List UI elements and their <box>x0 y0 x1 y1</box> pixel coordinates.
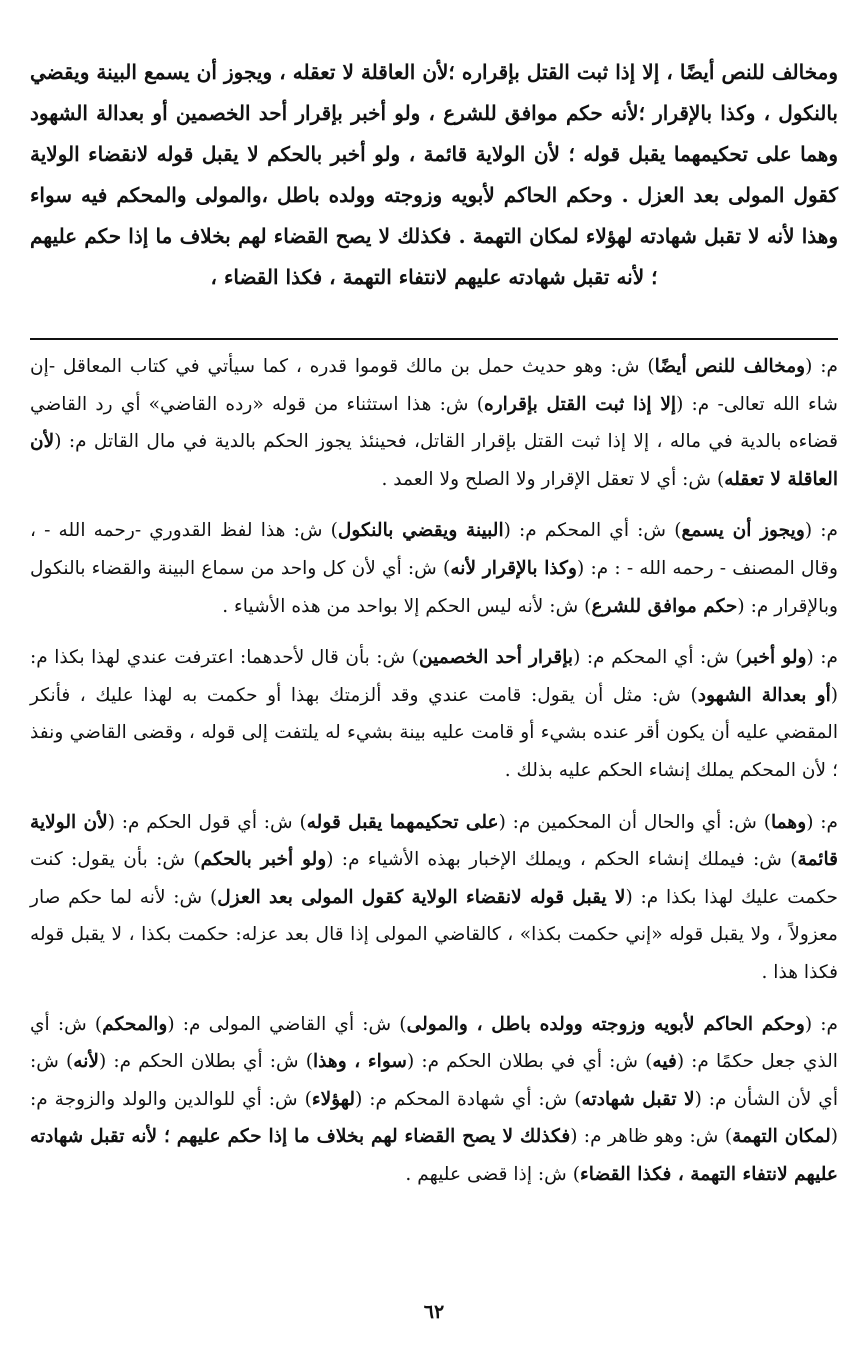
footnote-divider <box>30 338 838 340</box>
commentary <box>30 348 838 1193</box>
commentary-paragraph: م: (وهما) ش: أي والحال أن المحكمين م: (على تحكيمهما يقبل قوله) ش: أي قول الحكم م: (لأن الولاية قائمة) ش: فيملك إنشاء الحكم ، ويملك الإخبار بهذه الأشياء م: (ولو أخبر بالحكم) ش: بأن يقول: كنت حكمت عليك لهذا بكذا م: (لا يقبل قوله لانقضاء الولاية كقول المولى بعد العزل) ش: لأنه لما حكم صار معزولاً ، ولا يقبل قوله «إني حكمت بكذا» ، كالقاضي المولى إذا قال بعد عزله: حكمت بكذا ، لا يقبل قوله فكذا هذا . <box>30 811 838 983</box>
commentary-paragraph: م: (ولو أخبر) ش: أي المحكم م: (بإقرار أحد الخصمين) ش: بأن قال لأحدهما: اعترفت عندي لهذا بكذا م: (أو بعدالة الشهود) ش: مثل أن يقول: قامت عندي وقد ألزمتك بهذا أو حكمت به لهذا عليك ، فأنكر المقضي عليه أن يكون أقر عنده بشيء أو قامت عليه بينة بشيء له يلتفت إلى قوله ، وقضى القاضي ونفذ ؛ لأن المحكم يملك إنشاء الحكم عليه بذلك . <box>30 647 839 781</box>
page-number: ٦٢ <box>423 1301 445 1323</box>
commentary-paragraph: م: (ويجوز أن يسمع) ش: أي المحكم م: (البينة ويقضي بالنكول) ش: هذا لفظ القدوري -رحمه الله - ، وقال المصنف - رحمه الله - : م: (وكذا بالإقرار لأنه) ش: أي لأن كل واحد من سماع البينة والقضاء بالنكول وبالإقرار م: (حكم موافق للشرع) ش: لأنه ليس الحكم إلا بواحد من هذه الأشياء . <box>30 520 838 617</box>
commentary-paragraph: م: (وحكم الحاكم لأبويه وزوجته وولده باطل ، والمولى) ش: أي القاضي المولى م: (والمحكم) ش: أي الذي جعل حكمًا م: (فيه) ش: أي في بطلان الحكم م: (سواء ، وهذا) ش: أي بطلان الحكم م: (لأنه) ش: أي لأن الشأن م: (لا تقبل شهادته) ش: أي شهادة المحكم م: (لهؤلاء) ش: أي للوالدين والولد والزوجة م: (لمكان التهمة) ش: وهو ظاهر م: (فكذلك لا يصح القضاء لهم بخلاف ما إذا حكم عليهم ؛ لأنه تقبل شهادته عليهم لانتفاء التهمة ، فكذا القضاء) ش: إذا قضى عليهم . <box>30 1013 839 1185</box>
commentary-paragraph: م: (ومخالف للنص أيضًا) ش: وهو حديث حمل بن مالك قوموا قدره ، كما سيأتي في كتاب المعاقل -إن شاء الله تعالى- م: (إلا إذا ثبت القتل بإقراره) ش: هذا استثناء من قوله «رده القاضي» أي رد القاضي قضاءه بالدية في ماله ، إلا إذا ثبت القتل بإقرار القاتل، فحينئذ يجوز الحكم بالدية في مال القاتل م: (لأن العاقلة لا تعقله) ش: أي لا تعقل الإقرار ولا الصلح ولا العمد . <box>30 356 839 490</box>
book-page <box>30 52 838 1193</box>
main-text: ومخالف للنص أيضًا ، إلا إذا ثبت القتل بإقراره ؛لأن العاقلة لا تعقله ، ويجوز أن يسمع البينة ويقضي بالنكول ، وكذا بالإقرار ؛لأنه حكم موافق للشرع ، ولو أخبر بإقرار أحد الخصمين أو بعدالة الشهود وهما على تحكيمهما يقبل قوله ؛ لأن الولاية قائمة ، ولو أخبر بالحكم لا يقبل قوله لانقضاء الولاية كقول المولى بعد العزل . وحكم الحاكم لأبويه وزوجته وولده باطل ،والمولى والمحكم فيه سواء وهذا لأنه لا تقبل شهادته لهؤلاء لمكان التهمة . فكذلك لا يصح القضاء لهم بخلاف ما إذا حكم عليهم ؛ لأنه تقبل شهادته عليهم لانتفاء التهمة ، فكذا القضاء ، <box>30 60 839 289</box>
